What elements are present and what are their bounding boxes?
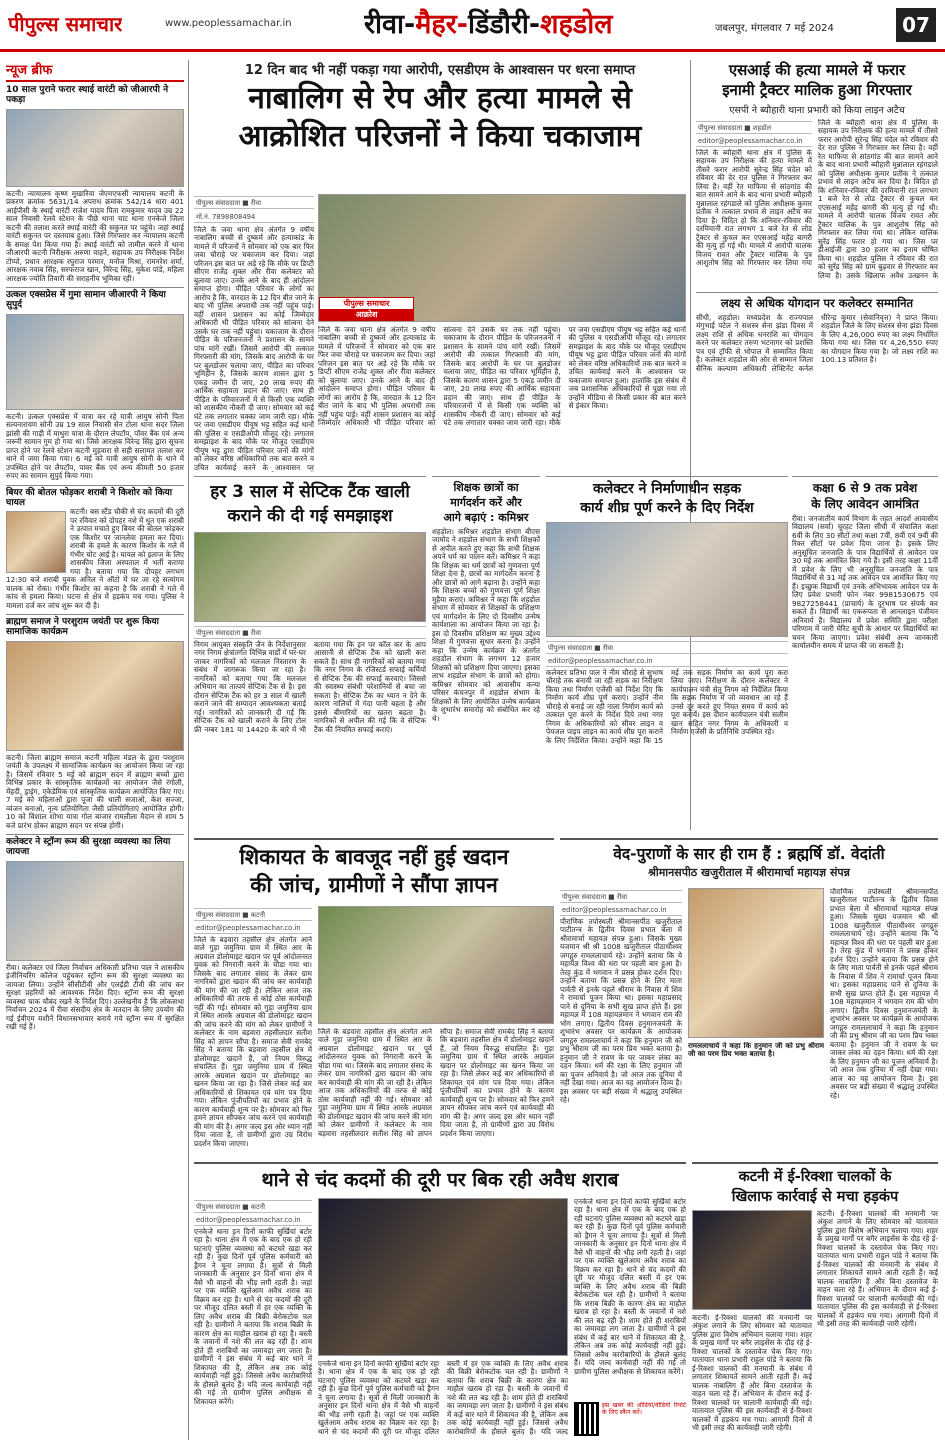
photo-tag-label: आक्रोश: [320, 309, 413, 320]
liquor-byline: पीपुल्स संवाददाता ■ कटनी: [194, 1200, 312, 1213]
brief-3-text: कटनी। बस स्टैंड चौकी से चंद कदमों की दूरी पर रविवार को दोपहर नशे में धुत एक शराबी ने उत्पात मचाते हुए बियर की बोतल फोड़कर एक किशोर पर जानलेवा हमला कर दिया। शराबी के हमले के कारण किशोर के गले में गंभीर चोट आई है। घायल को इलाज के लिए शासकीय जिला अस्पताल में भर्ती कराया गया है। बताया गया कि दोपहर लगभग 12:30 बजे शराबी युवक अनिल ने ऑटो में घर जा रहे सत्यांगम चालक को रोका। गंभीर किशोर का कहना है कि शराबी ने गले में कांच से हमला किया। घटना से क्षेत्र में हड़कंप मच गया। पुलिस ने मामला दर्ज कर जांच शुरू कर दी है।: [6, 507, 184, 610]
collector-story: [546, 476, 788, 836]
page-number: 07: [896, 8, 936, 42]
ved-byline: पीपुल्स संवाददाता ■ रीवा: [560, 890, 682, 903]
mining-text: जिले के बड़वारा तहसील क्षेत्र अंतर्गत आने वाले गुड़ा जमुनिया ग्राम में स्थित आर के अग्रवाल डोलोमाइट खदान पर पूर्व आंदोलनरत युवक को निगरानी करने के चौडा गया था। जिसके बाद लगातार संसद के लेकर ग्राम नागरिकों द्वारा खदान की जांच कर कार्यवाही की मांग की जा रही है। लेकिन आज तक अधिकारियों की तरफ से कोई ठोस कार्यवाही नहीं की गई। सोमवार को गुड़ा जमुनिया ग्राम में स्थित आरके अग्रवाल की डोलोमाइट खदान की जांच करने की मांग को लेकर ग्रामीणों ने कलेक्टर के नाम बड़वारा तहसीलदार सतीश सिंह को ज्ञापन सौंपा है। समाज सेवी रामबेद सिंह ने बताया कि बड़वारा तहसील क्षेत्र में डोलोमाइट खदानें हैं, जो नियम विरुद्ध संचालित हैं। गुड़ा जमुनिया ग्राम में स्थित आरके अग्रवाल खदान पर डोलोमाइट का खनन किया जा रहा है। जिसे लेकर कई बार अधिकारियों से शिकायत एवं मांग पत्र दिया गया। लेकिन पूंजीपतियों का प्रभाव होने के कारण कार्यवाही शून्य पर है। सोमवार को फिर हमने ज्ञापन सौंपकर जांच करने एवं कार्यवाही की मांग की है। अगर जल्द इस ओर ध्यान नहीं दिया जाता है, तो ग्रामीणों द्वारा उग्र विरोध प्रदर्शन किया जाएगा।: [318, 1028, 554, 1138]
lead-headline-line1: नाबालिग से रेप और हत्या मामले से: [248, 81, 632, 116]
admission-text: रीवा। जनजातीय कार्य विभाग के तहत आदर्श आवासीय विद्यालय (सर्वा) चूरहट जिला सीधी में संचालित कक्षा 6वीं के लिए 30 सीटों तथा कक्षा 7वीं, 8वीं एवं 9वीं की रिक्त सीटों पर प्रवेश दिया जाना है। इसके लिए अनुसूचित जनजाति के पात्र विद्यार्थियों से आवेदन पत्र 30 मई तक आमंत्रित किए गये हैं। इसी तरह कक्षा 11वीं में प्रवेश के लिए भी अनुसूचित जनजाति के पात्र विद्यार्थियों से 31 मई तक आवेदन पत्र आमंत्रित किए गए हैं। इच्छुक विद्यार्थी एवं उनके अभिभावक आवेदन पत्र के लिए प्रवेश प्रभारी फोन नंबर 9981530675 एवं 9827258441 (प्राचार्य) के दूरभाष पर संपर्क कर सकते हैं। विद्यार्थी का एकरूपता से आनलाइन पंजीयन अनिवार्य है। विद्यालय में प्रवेश समिति द्वारा परीक्षा परिणाम में जारी मेरिट सूची के आधार पर विद्यार्थियों का चयन किया जाएगा। प्रवेश संबंधी अन्य जानकारी कार्यालयीन समय में प्राप्त की जा सकती है।: [792, 514, 938, 651]
mining-headline-line1: शिकायत के बावजूद नहीं हुई खदान: [239, 845, 509, 869]
brief-4-title: ब्राह्मण समाज ने परशुराम जयंती पर शुरू किया सामाजिक कार्यक्रम: [6, 614, 184, 638]
si-story: [696, 60, 938, 290]
brief-1-photo: [6, 109, 184, 187]
news-brief-label: न्यूज ब्रीफ: [6, 60, 184, 82]
brief-2-photo: [6, 314, 184, 410]
brief-2-text: कटनी। उत्कल एक्सप्रेस में यात्रा कर रहे यात्री आयुष सोनी पिता सत्यनारायण सोनी उम्र 19 साल निवासी सेन टोला थाना सदर जिला झांसी की गाड़ी में माथुरा यात्रा के दौरान लेपटॉप, पॉवर बैंक एवं अन्य जरूरी सामान गुम हो गया था। जिसे आरक्षक विरेन्द्र सिंह द्वारा सूचना प्राप्त होने पर रेलवे स्टेशन कटनी मुड़वारा से सही सलामत तलाश कर थाने में जमा किया गया। 6 मई को यात्री आयुष सोनी के थाने में उपस्थित होने पर लैपटॉप, पावर बैंक एवं अन्य कीमती 50 हजार रुपए का सामान सुपुर्द किया गया।: [6, 411, 184, 481]
section-title-maihar: मैहर-: [415, 9, 468, 40]
lead-text: जिले के जवा थाना क्षेत्र अंतर्गत 9 वर्षीय नाबालिग बच्ची से दुष्कर्म और हत्याकांड के मामले में परिजनों ने सोमवार को एक बार फिर जवा चौराहे पर चकाजाम कर दिया। जहां परिजन इस बात पर अड़े रहे कि मौके पर डिप्टी सीएम राजेंद्र शुक्ल और रीवा कलेक्टर को बुलाया जाए। उनके आने के बाद ही आंदोलन समाप्त होगा। पीड़ित परिवार के लोगों का आरोप है कि, वारदात के 12 दिन बीत जाने के बाद भी पुलिस अपराधी तक नहीं पहुंच पाई। वहीं शासन प्रशासन का कोई जिम्मेदार अधिकारी भी पीड़ित परिवार को सांत्वना देने उसके घर तक नहीं पहुंचा। चकाजाम के दौरान पीड़ित के परिजनजनों ने प्रशासन के सामने पांच मांगें रखीं। जिसमें आरोपी की तत्काल गिरफ्तारी की मांग, जिसके बाद आरोपी के घर पर बुलडोजर चलाया जाए, पीड़ित का परिवार भूमिहीन है, जिसके कारण शासन द्वारा 5 एकड़ जमीन दी जाए, 20 लाख रुपए की आर्थिक सहायता प्रदान की जाए। साथ ही पीड़ित के परिवारजनों में से किसी एक व्यक्ति को शासकीय नौकरी दी जाए। सोमवार को कई घंटे तक लगातार चक्का जाम जारी रहा। मौके पर जवा एसडीएम पीयूष भट्ट सहित कई थानों की पुलिस व एसडीओपी मौजूद रहे। लगातार समझाइश के बाद मौके पर मौजूद एसडीएम पीयूष भट्ट द्वारा पीड़ित परिवार जनों की मांगों को लेकर वरिष्ठ अधिकारियों तक बात करने व उचित कार्यवाई करने के आश्वासन पर चकाजाम समाप्त हुआ। हालांकि इस संबंध में जब प्रशासनिक अधिकारियों से पूछा गया तो उन्होंने मीडिया से किसी प्रकार की बात करने से इंकार किया।: [318, 326, 686, 428]
brief-5-title: कलेक्टर ने स्ट्रॉन्ग रूम की सुरक्षा व्यवस्था का लिया जायजा: [6, 834, 184, 858]
mining-byline-contact: editor@peoplessamachar.co.in: [194, 923, 312, 934]
contribution-headline: लक्ष्य से अधिक योगदान पर कलेक्टर सम्मानित: [720, 296, 914, 310]
site-url[interactable]: www.peoplessamachar.in: [165, 18, 292, 29]
si-text-continued: जिले के ब्यौहारी थाना क्षेत्र में पुलिस के सहायक उप निरीक्षक की हत्या मामले में तीसरे फरार आरोपी सुरेन्द्र सिंह चंदेल को रविवार की देर रात पुलिस ने गिरफ्तार कर लिया है। वहीं रेत माफिया से सांठगांठ की बात सामने आने के बाद थाना प्रभारी ब्यौहारी मुन्नालाल रहंगडाले को पुलिस अधीक्षक कुमार प्रतीक ने तत्काल प्रभाव से लाइन अटैच कर दिया है। विदित हो कि शनिवार-रविवार की दरमियानी रात लगभग 1 बजे रेत से लोड ट्रैक्टर से कुचल कर एएसआई महेंद्र बागरी की मृत्यु हो गई थी। मामले में आरोपी चालक विजय रावत और ट्रैक्टर मालिक के पुत्र आशुतोष सिंह को गिरफ्तार कर लिया गया था। लेकिन मालिक सुरेंद्र सिंह फरार हो गया था। जिस पर डीआईजी द्वारा 30 हजार का इनाम घोषित किया था। शहडोल पुलिस ने रविवार की रात को सुरेंद्र सिंह को ग्राम बुढ़वार से गिरफ्तार कर लिया है। उसके खिलाफ अवैध उत्खनन के: [818, 119, 938, 279]
news-brief-column: [6, 60, 184, 1440]
collector-headline-line1: कलेक्टर ने निर्माणाधीन सड़क: [593, 481, 741, 497]
ved-text-continued: पौराणिक तपोस्थली श्रीमानसपीठ खजुरीताल पाटीतन्त्र के द्वितीय दिवस प्रभात बेला में श्रीरामार्चा महायज्ञ संपन्न हुआ। जिसके मुख्य यजमान श्री श्री 1008 खजुरीताल पीठाधीश्वर जगद्गुरु रामललाचार्य रहे। उन्होंने बताया कि ये महायज्ञ विश्व की धरा पर पहली बार हुआ है। तेरह कुंड में भगवान ने प्रसन्न होकर दर्शन दिए। उन्होंने बताया कि प्रसन्न होने के लिए माता पार्वती से इनके पहले श्रीराम के निवास में शिव ने रामार्चा पूजन किया था। इसका महाप्रसाद पाने से दुनिया के सभी सुख प्राप्त होते हैं। इस महायज्ञ में 108 महायज्ञमान ने भगवान राम की भोग लगाए। द्वितीय दिवस हनुमानजयंती के शुभारंभ अवसर पर कार्यक्रम के आयोजक जगद्गुरु रामललाचार्य ने कहा कि हनुमान जी को प्रभु श्रीराम जी का परम प्रिय भक्त बताया है। हनुमान जी ने रावण के घर जाकर लंका का दहन किया। धर्म की रक्षा के लिए हनुमान जी का पूजन अनिवार्य है। जो आज तक दुनिया में नहीं देखा गया। आज का यह आयोजन दिव्य है। इस अवसर पर बड़ी संख्या में श्रद्धालु उपस्थित रहे।: [830, 888, 938, 1100]
liquor-text-intro: एनकेजे थाना इन दिनों काफी सुर्खियां बटोर रहा है। थाना क्षेत्र में एक के बाद एक हो रही घटनाएं पुलिस व्यवस्था को कटघरे खड़ा कर रही हैं। कुछ दिनों पूर्व पुलिस कर्मचारी को ड्रैगन ने चूना लगाया है। सूत्रों से मिली जानकारी के अनुसार इन दिनों थाना क्षेत्र में वैसे भी वाहनों की भीड़ लगी रहती है। जहां पर एक व्यक्ति खुलेआम अवैध शराब का विक्रय कर रहा है। थाने से चंद कदमों की दूरी पर मौजूद दलित बस्ती में हर एक व्यक्ति के लिए अवैध शराब की बिक्री बेरोकटोक चल रही है। ग्रामीणों ने बताया कि शराब बिक्री के कारण क्षेत्र का माहौल खराब हो रहा है। बस्ती के जवानों में नशे की लत बढ़ रही है। शाम होते ही शराबियों का जमावड़ा लग जाता है। ग्रामीणों ने इस संबंध में कई बार थाने में शिकायत की है, लेकिन अब तक कोई कार्यवाही नहीं हुई। जिससे अवैध कारोबारियों के हौसले बुलंद हैं। यदि जल्द कार्यवाही नहीं की गई तो ग्रामीण पुलिस अधीक्षक से शिकायत करेंगे।: [194, 1227, 312, 1406]
ved-byline-contact: editor@peoplessamachar.co.in: [560, 905, 682, 916]
admission-headline-line1: कक्षा 6 से 9 तक प्रवेश: [812, 481, 918, 495]
teacher-headline-line3: आगे बढ़ाएं : कमिश्नर: [443, 511, 529, 524]
collector-byline-contact: editor@peoplessamachar.co.in: [546, 656, 788, 667]
photo-tag: [319, 297, 414, 321]
brief-1-text: कटनी। न्यायालय कृष्ण मुखारिया जेएमएफसी न्यायालय कटनी के प्रकरण क्रमांक 5631/14 अपराध क्रमांक 542/14 धारा 401 आईपीसी के स्थाई वारंटी राजेश यादव पिता रामकुमार यादव उम्र 22 साल निवासी रेलवे स्टेशन के पीछे थाना चाट थाना एनकेजे जिला कटनी की तलाश करते स्थाई वारंटी की सकुनत पर पहुंचे। जहां स्थाई वारंटी सकुनत पर दस्तयाब हुआ। जिसे गिरफ्तार कर न्यायालय कटनी के समक्ष पेश किया गया है। स्थाई वारंटी को तामील करने में थाना जीआरपी कटनी निरीक्षक अरुणा वाहने, सहायक उप निरीक्षक निर्देश टोप्पो, प्रधान आरक्षक रघुराज परमार, मनोज मिश्रा, रामनरेश शर्मा, आरक्षक नवाब सिंह, सरफराज खान, विरेन्द्र सिंह, मुकेश पांडे, महिला आरक्षक ज्योति तिवारी की सराहनीय भूमिका रही।: [6, 188, 184, 283]
lead-headline-line2: आक्रोशित परिजनों ने किया चकाजाम: [238, 119, 642, 154]
brief-3-photo: [6, 511, 66, 573]
ved-text-intro: पौराणिक तपोस्थली श्रीमानसपीठ खजुरीताल पाटीतन्त्र के द्वितीय दिवस प्रभात बेला में श्रीरामार्चा महायज्ञ संपन्न हुआ। जिसके मुख्य यजमान श्री श्री 1008 खजुरीताल पीठाधीश्वर जगद्गुरु रामललाचार्य रहे। उन्होंने बताया कि ये महायज्ञ विश्व की धरा पर पहली बार हुआ है। तेरह कुंड में भगवान ने प्रसन्न होकर दर्शन दिए। उन्होंने बताया कि प्रसन्न होने के लिए माता पार्वती से इनके पहले श्रीराम के निवास में शिव ने रामार्चा पूजन किया था। इसका महाप्रसाद पाने से दुनिया के सभी सुख प्राप्त होते हैं। इस महायज्ञ में 108 महायज्ञमान ने भगवान राम की भोग लगाए। द्वितीय दिवस हनुमानजयंती के शुभारंभ अवसर पर कार्यक्रम के आयोजक जगद्गुरु रामललाचार्य ने कहा कि हनुमान जी को प्रभु श्रीराम जी का परम प्रिय भक्त बताया है। हनुमान जी ने रावण के घर जाकर लंका का दहन किया। धर्म की रक्षा के लिए हनुमान जी का पूजन अनिवार्य है। जो आज तक दुनिया में नहीं देखा गया। आज का यह आयोजन दिव्य है। इस अवसर पर बड़ी संख्या में श्रद्धालु उपस्थित रहे।: [560, 917, 682, 1105]
teacher-text: शहडोल। कमिश्नर शहडोल संभाग बीएस जामोद ने शहडोल संभाग के सभी शिक्षकों से अपील करते हुए कहा कि सभी शिक्षक अपने धर्म का पालन करें। कमिश्नर ने कहा कि शिक्षक का धर्म छात्रों को गुणवत्ता पूर्ण शिक्षा देना है, छात्रों का मार्गदर्शन करना है और छात्रों को आगे बढ़ाना है। उन्होंने कहा कि शिक्षक बच्चों को गुणवत्ता पूर्ण शिक्षा मुहैया कराएं। कमिश्नर ने कहा कि शहडोल संभाग में सोमवार से शिक्षकों के प्रशिक्षण एवं मार्गदर्शन के लिए दो दिवसीय उन्मेष कार्यशाला का आयोजन किया जा रहा है। इस दो दिवसीय प्रशिक्षण का मुख्य उद्देश्य शिक्षा में गुणवत्ता सुधार करना है। उन्होंने कहा कि उन्मेष कार्यक्रम के अंतर्गत शहडोल संभाग के लगभग 12 हजार शिक्षकों को प्रशिक्षण दिया जाएगा। इसका लाभ शहडोल संभाग के छात्रों को होगा। कमिश्नर सोमवार को आवासीय कन्या परिसर कंचनपुर में शहडोल संभाग के शिक्षकों के लिए आयोजित उन्मेष कार्यक्रम के शुभारंभ समारोह को संबोधित कर रहे थे।: [432, 527, 540, 723]
photo-tag-brand: पीपुल्स समाचार: [343, 299, 390, 308]
brief-5-photo: [6, 861, 184, 961]
ved-deck: श्रीमानसपीठ खजुरीताल में श्रीरामार्चा महायज्ञ संपन्न: [648, 866, 850, 879]
brief-4-photo: [6, 641, 184, 751]
collector-byline: पीपुल्स संवाददाता ■ रीवा: [546, 641, 788, 654]
liquor-headline: थाने से चंद कदमों की दूरी पर बिक रही अवैध शराब: [261, 1169, 619, 1191]
brand-logo: पीपुल्स समाचार: [8, 12, 123, 36]
brief-2-title: उत्कल एक्सप्रेस में गुमा सामान जीआरपी ने किया सुपुर्द: [6, 287, 184, 311]
septic-story: [194, 476, 426, 836]
si-byline: पीपुल्स संवाददाता ■ शहडोल: [696, 121, 812, 134]
section-title: [364, 8, 664, 42]
septic-photo: [194, 532, 426, 622]
column-divider: [188, 60, 189, 1440]
lead-text-intro: जिले के जवा थाना क्षेत्र अंतर्गत 9 वर्षीय नाबालिग बच्ची से दुष्कर्म और हत्याकांड के मामले में परिजनों ने सोमवार को एक बार फिर जवा चौराहे पर चकाजाम कर दिया। जहां परिजन इस बात पर अड़े रहे कि मौके पर डिप्टी सीएम राजेंद्र शुक्ल और रीवा कलेक्टर को बुलाया जाए। उनके आने के बाद ही आंदोलन समाप्त होगा। पीड़ित परिवार के लोगों का आरोप है कि, वारदात के 12 दिन बीत जाने के बाद भी पुलिस अपराधी तक नहीं पहुंच पाई। वहीं शासन प्रशासन का कोई जिम्मेदार अधिकारी भी पीड़ित परिवार को सांत्वना देने उसके घर तक नहीं पहुंचा। चकाजाम के दौरान पीड़ित के परिजनजनों ने प्रशासन के सामने पांच मांगें रखीं। जिसमें आरोपी की तत्काल गिरफ्तारी की मांग, जिसके बाद आरोपी के घर पर बुलडोजर चलाया जाए, पीड़ित का परिवार भूमिहीन है, जिसके कारण शासन द्वारा 5 एकड़ जमीन दी जाए, 20 लाख रुपए की आर्थिक सहायता प्रदान की जाए। साथ ही पीड़ित के परिवारजनों में से किसी एक व्यक्ति को शासकीय नौकरी दी जाए। सोमवार को कई घंटे तक लगातार चक्का जाम जारी रहा। मौके पर जवा एसडीएम पीयूष भट्ट सहित कई थानों की पुलिस व एसडीओपी मौजूद रहे। लगातार समझाइश के बाद मौके पर मौजूद एसडीएम पीयूष भट्ट द्वारा पीड़ित परिवार जनों की मांगों को लेकर वरिष्ठ अधिकारियों तक बात करने व उचित कार्यवाई करने के आश्वासन पर: [194, 226, 314, 472]
teacher-headline-line1: शिक्षक छात्रों का: [453, 481, 519, 494]
masthead: [0, 0, 945, 52]
collector-text: कलेक्टर प्रतिभा पाल ने नीम चौराहे से सुभाष चौराहे तक बनायी जा रही सड़क का निरीक्षण किया तथा निर्माण एजेंसी को निर्देश दिए कि निर्माण कार्य शीघ्र पूर्ण कराएं। उन्होंने नीम चौराहे से बनाई जा रही नाला निर्माण कार्य को तत्काल पूरा करने के निर्देश दिये तथा नगर निगम के अधिकारियों को सीवर लाइन व पेयजल पाइप लाइन का कार्य शीघ्र पूरा कराने के लिए निर्देशित किया। उन्होंने कहा कि 15 मई तक सड़क निर्माण का कार्य पूरा करा लिया जाए। निरीक्षण के दौरान कलेक्टर ने कार्यपालन यंत्री सेतु निगम को निर्देशित किया कि सड़क निर्माण में जो व्यवधान आ रहे हैं उनसे दूर करते हुए नियत समय में कार्य को पूरा करायें। इस दौरान कार्यपालन यंत्री सलीम खान सहित नगर निगम के अधिकारी व निर्माण एजेंसी के प्रतिनिधि उपस्थित रहे।: [546, 668, 788, 745]
contribution-text: सीधी, शहडोल। मध्यप्रदेश के राज्यपाल मंगुभाई पटेल ने सशस्त्र सेना झंडा दिवस में लक्ष्य राशि से अधिक धनराशि का योगदान करने पर कलेक्टर तरुण भटनागर को प्रशस्ति पत्र एवं ट्रॉफी से भोपाल में सम्मानित किया है। कलेक्टर शहडोल की ओर से सम्मान जिला सैनिक कल्याण अधिकारी लेफ्टिनेंट कर्नल धीरेन्द्र कुमार (सेवानिवृत्त) ने प्राप्त किया। शहडोल जिले के लिए सशस्त्र सेना झंडा दिवस के लिए 4,26,000 रुपए का लक्ष्य निर्धारित किया गया था। जिस पर 4,26,550 रुपए का योगदान किया गया है। जो लक्ष्य राशि का 100.13 प्रतिशत है।: [696, 313, 938, 373]
septic-headline-line2: कराने की दी गई समझाइश: [227, 506, 393, 526]
dateline: जबलपुर, मंगलवार 7 मई 2024: [715, 23, 834, 34]
liquor-qr-block: [574, 1402, 686, 1440]
section-title-shahdol: शहडोल: [540, 9, 613, 40]
ved-story: [560, 838, 938, 1158]
lead-photo: [318, 194, 686, 322]
brief-4-text: कटनी। जिला ब्राह्मण समाज कटनी महिला मंडल के द्वारा परशुराम जयंती के उपलक्ष्य में सामाजिक कार्यक्रम का आयोजन किया जा रहा है। जिसमें रविवार 5 मई को ब्राह्मण सदन में ब्राह्मण बच्चों द्वारा विभिन्न प्रकार के सांस्कृतिक कार्यक्रमों का आयोजन जैसे रंगोली, मेंहदी, ड्राइंग, एकेडेमिक एवं सांस्कृतिक कार्यक्रम आयोजित किए गए। 7 मई को महिलाओं द्वारा पूजा की थाली सजाओ, केश सज्जा, व्यंजन बनाओ, नृत्य प्रतियोगिता जैसी प्रतियोगिताएं आयोजित होगी। 10 को विशाल शोभा यात्रा गोल बाजार रामलीला मैदान से शाम 5 बजे प्रारंभ होकर ब्राह्मण सदन पर संपन्न होगी।: [6, 752, 184, 830]
mining-story: [194, 838, 554, 1158]
ved-photo: [688, 888, 824, 1038]
qr-code-icon[interactable]: [574, 1402, 599, 1436]
liquor-text: एनकेजे थाना इन दिनों काफी सुर्खियां बटोर रहा है। थाना क्षेत्र में एक के बाद एक हो रही घटनाएं पुलिस व्यवस्था को कटघरे खड़ा कर रही हैं। कुछ दिनों पूर्व पुलिस कर्मचारी को ड्रैगन ने चूना लगाया है। सूत्रों से मिली जानकारी के अनुसार इन दिनों थाना क्षेत्र में वैसे भी वाहनों की भीड़ लगी रहती है। जहां पर एक व्यक्ति खुलेआम अवैध शराब का विक्रय कर रहा है। थाने से चंद कदमों की दूरी पर मौजूद दलित बस्ती में हर एक व्यक्ति के लिए अवैध शराब की बिक्री बेरोकटोक चल रही है। ग्रामीणों ने बताया कि शराब बिक्री के कारण क्षेत्र का माहौल खराब हो रहा है। बस्ती के जवानों में नशे की लत बढ़ रही है। शाम होते ही शराबियों का जमावड़ा लग जाता है। ग्रामीणों ने इस संबंध में कई बार थाने में शिकायत की है, लेकिन अब तक कोई कार्यवाही नहीं हुई। जिससे अवैध कारोबारियों के हौसले बुलंद हैं। यदि जल्द: [318, 1360, 568, 1436]
si-byline-contact: editor@peoplessamachar.co.in: [696, 136, 812, 147]
teacher-story: [432, 476, 540, 836]
lead-story: [194, 60, 686, 472]
liquor-byline-contact: editor@peoplessamachar.co.in: [194, 1215, 312, 1226]
liquor-story: [194, 1162, 686, 1440]
septic-headline-line1: हर 3 साल में सेप्टिक टैंक खाली: [210, 482, 410, 502]
erickshaw-headline-line2: खिलाफ कार्रवाई से मचा हड़कंप: [731, 1189, 899, 1205]
mining-byline: पीपुल्स संवाददाता ■ कटनी: [194, 908, 312, 921]
collector-headline-line2: कार्य शीघ्र पूर्ण करने के दिए निर्देश: [580, 500, 754, 516]
mining-headline-line2: की जांच, ग्रामीणों ने सौंपा ज्ञापन: [250, 873, 498, 897]
si-deck: एसपी ने ब्यौहारी थाना प्रभारी को किया लाइन अटैच: [729, 105, 905, 116]
si-headline-line1: एसआई की हत्या मामले में फरार: [728, 61, 906, 79]
septic-byline: पीपुल्स संवाददाता ■ रीवा: [194, 626, 426, 639]
lead-byline: पीपुल्स संवाददाता ■ रीवा: [194, 196, 314, 209]
mining-photo: [318, 906, 554, 1024]
erickshaw-text-start: कटनी। ई-रिक्शा चालकों की मनमानी पर अंकुश लगाने के लिए सोमवार को यातायात पुलिस द्वारा विशेष अभियान चलाया गया। शहर के प्रमुख मार्गों पर बगैर लाइसेंस के दौड़ रहे ई-रिक्शा चालकों के दस्तावेज चेक किए गए। यातायात थाना प्रभारी राहुल पांडे ने बताया कि ई-रिक्शा चालकों की मनमानी के संबंध में लगातार शिकायतें सामने आती रहती हैं। कई चालक नाबालिग हैं और बिना दस्तावेज के वाहन चला रहे हैं। अभियान के दौरान कई ई-रिक्शा चालकों पर चालानी कार्यवाही की गई। यातायात पुलिस की इस कार्यवाही से ई-रिक्शा चालकों में हड़कंप मच गया। आगामी दिनों में भी इसी तरह की कार्यवाही जारी रहेगी।: [817, 1209, 938, 1329]
lead-kicker: 12 दिन बाद भी नहीं पकड़ा गया आरोपी, एसडीएम के आश्वासन पर धरना समाप्त: [244, 63, 636, 78]
liquor-footer-note: इस खबर की ऑडियो/वीडियो रिपोर्ट के लिए स्कैन करें।: [601, 1402, 686, 1417]
erickshaw-headline-line1: कटनी में ई-रिक्शा चालकों के: [738, 1169, 892, 1185]
teacher-headline-line2: मार्गदर्शन करें और: [450, 496, 522, 509]
si-text-start: जिले के ब्यौहारी थाना क्षेत्र में पुलिस के सहायक उप निरीक्षक की हत्या मामले में तीसरे फरार आरोपी सुरेन्द्र सिंह चंदेल को रविवार की देर रात पुलिस ने गिरफ्तार कर लिया है। वहीं रेत माफिया से सांठगांठ की बात सामने आने के बाद थाना प्रभारी ब्यौहारी मुन्नालाल रहंगडाले को पुलिस अधीक्षक कुमार प्रतीक ने तत्काल प्रभाव से लाइन अटैच कर दिया है। विदित हो कि शनिवार-रविवार की दरमियानी रात लगभग 1 बजे रेत से लोड ट्रैक्टर से कुचल कर एएसआई महेंद्र बागरी की मृत्यु हो गई थी। मामले में आरोपी चालक विजय रावत और ट्रैक्टर मालिक के पुत्र आशुतोष सिंह को गिरफ्तार कर लिया गया: [696, 149, 812, 267]
lead-byline-contact: मो.नं. 7898808494: [194, 211, 314, 223]
erickshaw-text: कटनी। ई-रिक्शा चालकों की मनमानी पर अंकुश लगाने के लिए सोमवार को यातायात पुलिस द्वारा विशेष अभियान चलाया गया। शहर के प्रमुख मार्गों पर बगैर लाइसेंस के दौड़ रहे ई-रिक्शा चालकों के दस्तावेज चेक किए गए। यातायात थाना प्रभारी राहुल पांडे ने बताया कि ई-रिक्शा चालकों की मनमानी के संबंध में लगातार शिकायतें सामने आती रहती हैं। कई चालक नाबालिग हैं और बिना दस्तावेज के वाहन चला रहे हैं। अभियान के दौरान कई ई-रिक्शा चालकों पर चालानी कार्यवाही की गई। यातायात पुलिस की इस कार्यवाही से ई-रिक्शा चालकों में हड़कंप मच गया। आगामी दिनों में भी इसी तरह की कार्यवाही जारी रहेगी।: [692, 1314, 812, 1433]
brief-3-title: बियर की बोतल फोड़कर शराबी ने किशोर को किया घायल: [6, 485, 184, 509]
brief-1-title: 10 साल पुराने फरार स्थाई वारंटी को जीआरपी ने पकड़ा: [6, 85, 169, 106]
brief-5-text: रीवा। कलेक्टर एवं जिला निर्वाचन अधिकारी प्रतिभा पाल ने शासकीय इंजीनियरिंग कॉलेज पहुंचकर स्ट्रॉन्ग रूम की सुरक्षा व्यवस्था का जायजा लिया। उन्होंने सीसीटीवी और एलईडी टीवी की जांच कर सुरक्षा प्रहरियों को आवश्यक निर्देश दिए। स्ट्रॉन्ग रूम की सुरक्षा व्यवस्था चाक चौबंद रखने के निर्देश दिए। उल्लेखनीय है कि लोकसभा निर्वाचन 2024 में रीवा संसदीय क्षेत्र के मतदान के लिए उपयोग की गई ईवीएम मशीनें विधानसभावार बनाये गये स्ट्रॉन्ग रूम में सुरक्षित रखी गई हैं।: [6, 962, 184, 1032]
ved-caption: रामललाचार्य ने कहा कि हनुमान जी को प्रभु श्रीराम जी का परम प्रिय भक्त बताया है।: [688, 1042, 824, 1059]
septic-text: निगम आयुक्त संस्कृति जैन के निर्देशानुसार नगर निगम क्षेत्रांतर्गत विभिन्न वार्डों में घर-घर जाकर नागरिकों को मलजल निस्तारण के संबंध में जागरूक किया जा रहा है। नागरिकों को बताया गया कि मलजल अभियान का तात्पर्य सेप्टिक टैंक से है। इस दौरान सेप्टिक टैंक को हर 3 साल में खाली कराने जाने की सम्पादन आवश्यकता बताई गई। नागरिकों को जानकारी दी गई कि सेप्टिक टैंक को खाली कराने के लिए टोल फ्री नम्बर 181 या 14420 के बारे में भी बताया गया कि इन पर कॉल कर के आप आसानी से सेप्टिक टैंक को खाली करा सकते हैं। साथ ही नागरिकों को बताया गया कि नगर निगम के रजिस्टर्ड सफाई कर्मियों से सेप्टिक टैंक की सफाई करवाएं। जिससे की स्वास्थ्य संबंधी परेशानियों से बचा जा सकता है। सेप्टिक टैंक का ध्यान न देने के कारण नालियों में गंदा पानी बहता है और इससे बीमारियों का खतरा बढ़ता है। नागरिकों से अपील की गई कि वे सेप्टिक टैंक की नियमित सफाई कराएं।: [194, 640, 426, 734]
section-title-dindori: डिंडौरी-: [467, 9, 541, 40]
collector-photo: [546, 522, 788, 637]
section-title-rewa: रीवा-: [364, 9, 416, 40]
admission-headline-line2: के लिए आवेदन आमंत्रित: [811, 497, 919, 511]
erickshaw-story: [692, 1162, 938, 1440]
liquor-photo: [318, 1198, 568, 1356]
contribution-story: [696, 292, 938, 470]
liquor-text-continued: एनकेजे थाना इन दिनों काफी सुर्खियां बटोर रहा है। थाना क्षेत्र में एक के बाद एक हो रही घटनाएं पुलिस व्यवस्था को कटघरे खड़ा कर रही हैं। कुछ दिनों पूर्व पुलिस कर्मचारी को ड्रैगन ने चूना लगाया है। सूत्रों से मिली जानकारी के अनुसार इन दिनों थाना क्षेत्र में वैसे भी वाहनों की भीड़ लगी रहती है। जहां पर एक व्यक्ति खुलेआम अवैध शराब का विक्रय कर रहा है। थाने से चंद कदमों की दूरी पर मौजूद दलित बस्ती में हर एक व्यक्ति के लिए अवैध शराब की बिक्री बेरोकटोक चल रही है। ग्रामीणों ने बताया कि शराब बिक्री के कारण क्षेत्र का माहौल खराब हो रहा है। बस्ती के जवानों में नशे की लत बढ़ रही है। शाम होते ही शराबियों का जमावड़ा लग जाता है। ग्रामीणों ने इस संबंध में कई बार थाने में शिकायत की है, लेकिन अब तक कोई कार्यवाही नहीं हुई। जिससे अवैध कारोबारियों के हौसले बुलंद हैं। यदि जल्द कार्यवाही नहीं की गई तो ग्रामीण पुलिस अधीक्षक से शिकायत करेंगे।: [574, 1198, 686, 1376]
ved-headline: वेद-पुराणों के सार ही राम हैं : ब्रह्मर्षि डॉ. वेदांती: [613, 845, 885, 863]
admission-story: [792, 476, 938, 836]
erickshaw-photo: [692, 1210, 812, 1310]
mining-text-intro: जिले के बड़वारा तहसील क्षेत्र अंतर्गत आने वाले गुड़ा जमुनिया ग्राम में स्थित आर के अग्रवाल डोलोमाइट खदान पर पूर्व आंदोलनरत युवक को निगरानी करने के चौडा गया था। जिसके बाद लगातार संसद के लेकर ग्राम नागरिकों द्वारा खदान की जांच कर कार्यवाही की मांग की जा रही है। लेकिन आज तक अधिकारियों की तरफ से कोई ठोस कार्यवाही नहीं की गई। सोमवार को गुड़ा जमुनिया ग्राम में स्थित आरके अग्रवाल की डोलोमाइट खदान की जांच करने की मांग को लेकर ग्रामीणों ने कलेक्टर के नाम बड़वारा तहसीलदार सतीश सिंह को ज्ञापन सौंपा है। समाज सेवी रामबेद सिंह ने बताया कि बड़वारा तहसील क्षेत्र में डोलोमाइट खदानें हैं, जो नियम विरुद्ध संचालित हैं। गुड़ा जमुनिया ग्राम में स्थित आरके अग्रवाल खदान पर डोलोमाइट का खनन किया जा रहा है। जिसे लेकर कई बार अधिकारियों से शिकायत एवं मांग पत्र दिया गया। लेकिन पूंजीपतियों का प्रभाव होने के कारण कार्यवाही शून्य पर है। सोमवार को फिर हमने ज्ञापन सौंपकर जांच करने एवं कार्यवाही की मांग की है। अगर जल्द इस ओर ध्यान नहीं दिया जाता है, तो ग्रामीणों द्वारा उग्र विरोध प्रदर्शन किया जाएगा।: [194, 936, 312, 1148]
si-headline-line2: इनामी ट्रैक्टर मालिक हुआ गिरफ्तार: [722, 81, 912, 99]
